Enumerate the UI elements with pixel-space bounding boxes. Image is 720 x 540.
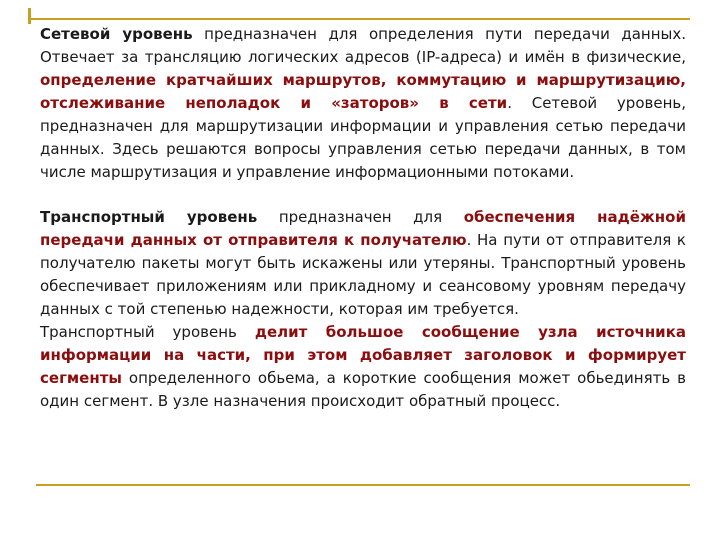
- paragraph-transport-layer: [40, 206, 686, 321]
- text-segment: предназначен для: [257, 208, 464, 226]
- text-segment: . Сетевой уровень, предназначен для маршрутизации информации и управления сетью передачи данных. Здесь решаются вопросы управления сетью передачи данных, в том числе маршрутизация и управление информационными потоками.: [40, 94, 686, 181]
- paragraph-network-layer: [40, 23, 686, 184]
- highlight-segment: определение кратчайших маршрутов, коммутацию и маршрутизацию, отслеживание неполадок и «заторов» в сети: [40, 71, 686, 112]
- text-segment: предназначен для определения пути передачи данных. Отвечает за трансляцию логических адресов (IP-адреса) и имён в физические,: [40, 25, 686, 66]
- slide-body: [40, 23, 686, 413]
- highlight-segment: обеспечения надёжной передачи данных от отправителя к получателю: [40, 208, 686, 249]
- text-segment: определенного обьема, а короткие сообщения может обьединять в один сегмент. В узле назначения происходит обратный процесс.: [40, 369, 686, 410]
- top-accent-line: [28, 18, 690, 20]
- term-network-layer: Сетевой уровень: [40, 25, 193, 43]
- text-segment: . На пути от отправителя к получателю пакеты могут быть искажены или утеряны. Транспортный уровень обеспечивает приложениям или прикладному и сеансовому уровням передачу данных с той степенью надежности, которая им требуется.: [40, 231, 686, 318]
- top-accent-tick: [28, 8, 31, 24]
- bottom-accent-line: [36, 484, 690, 486]
- paragraph-transport-segmentation: [40, 321, 686, 413]
- text-segment: Транспортный уровень: [40, 323, 255, 341]
- term-transport-layer: Транспортный уровень: [40, 208, 258, 226]
- highlight-segment: делит большое сообщение узла источника информации на части, при этом добавляет заголовок и формирует сегменты: [40, 323, 686, 387]
- paragraph-gap: [40, 184, 686, 206]
